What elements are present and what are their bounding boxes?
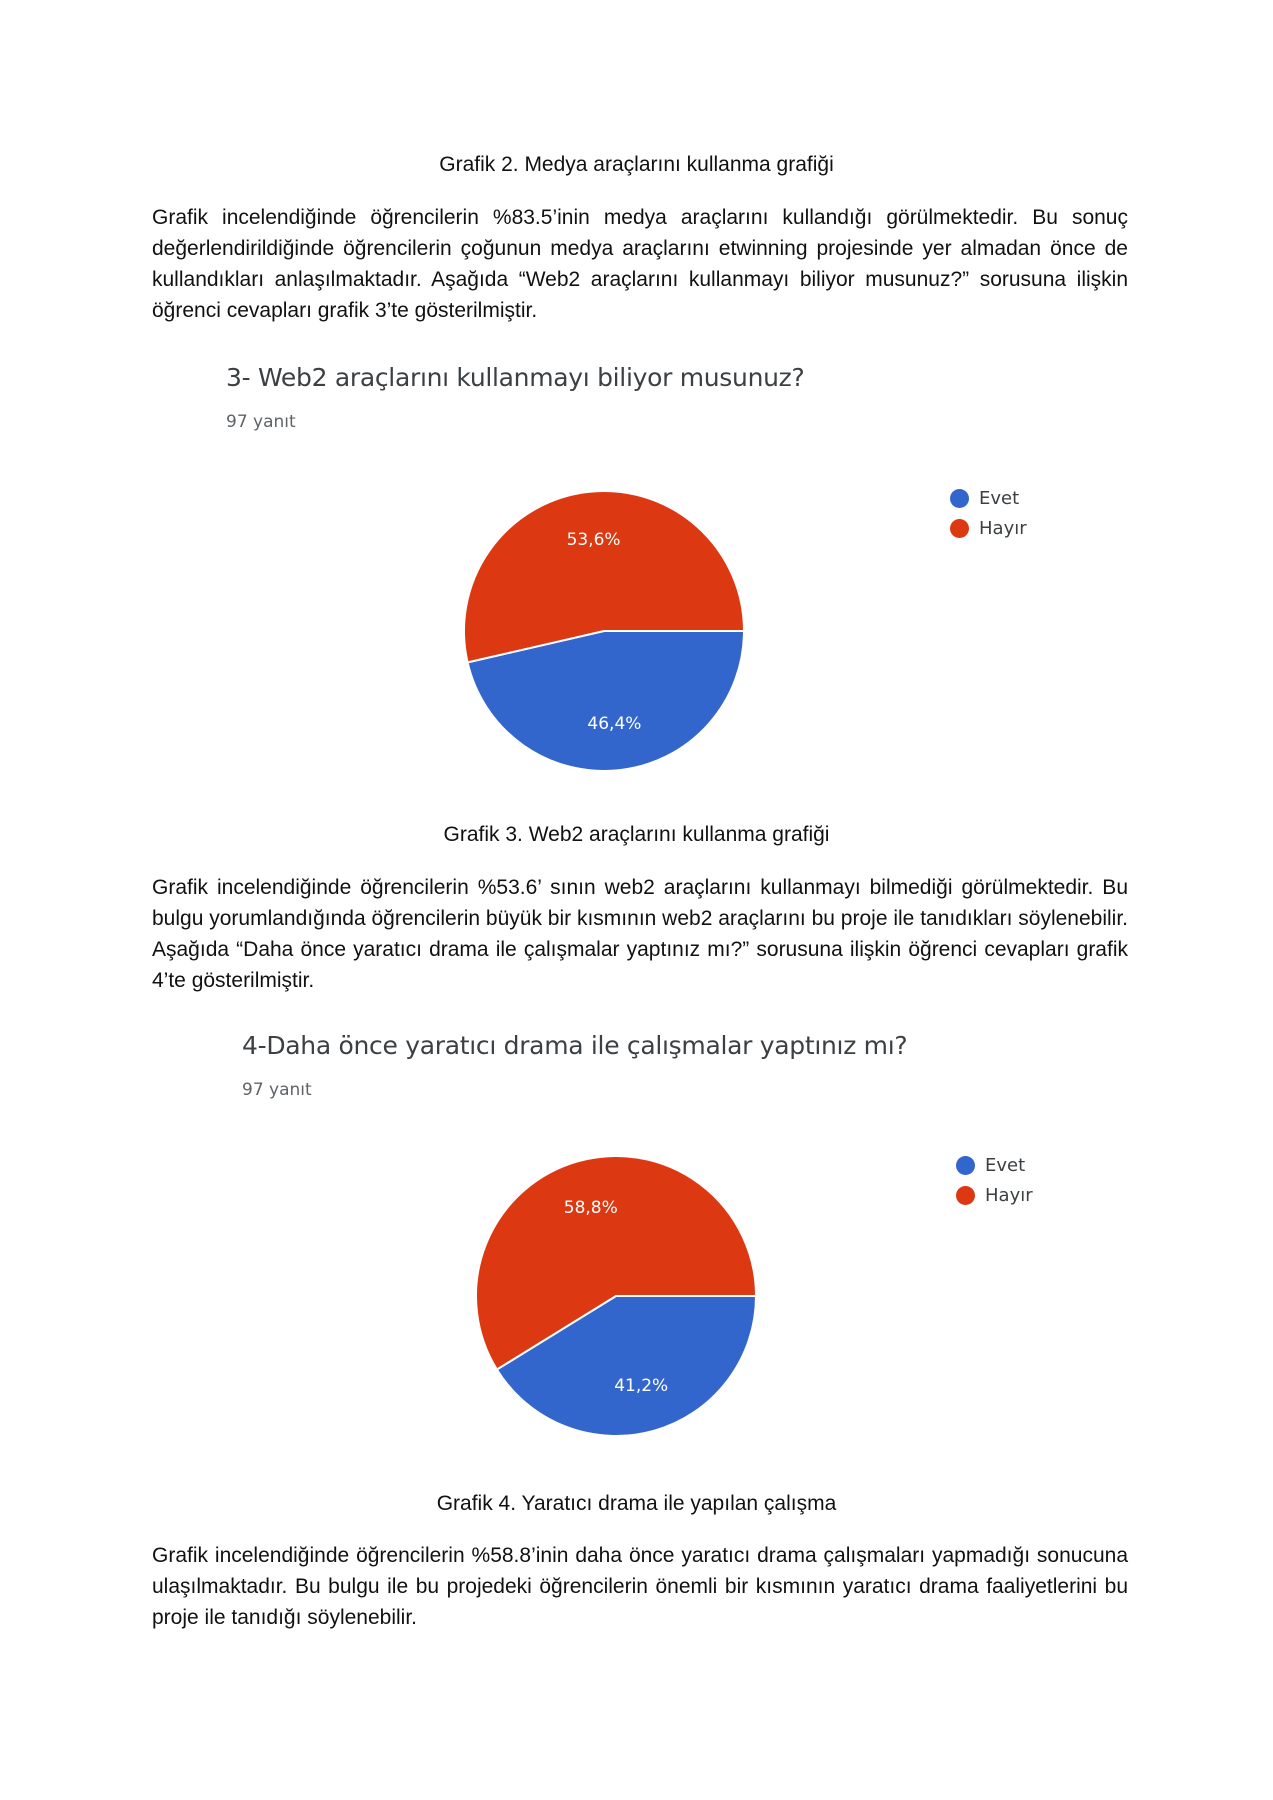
legend-label-evet: Evet xyxy=(979,487,1020,509)
legend-item-evet xyxy=(950,483,1027,513)
pie-label-hayir: 53,6% xyxy=(566,530,621,551)
legend-label-hayir: Hayır xyxy=(985,1184,1033,1206)
pie-chart-web2 xyxy=(459,486,749,776)
legend-label-evet: Evet xyxy=(985,1154,1026,1176)
chart-1-response-count: 97 yanıt xyxy=(226,412,296,432)
legend-label-hayir: Hayır xyxy=(979,517,1027,539)
pie-label-hayir: 58,8% xyxy=(563,1198,618,1219)
chart-2-response-count: 97 yanıt xyxy=(242,1080,312,1100)
pie-label-evet: 41,2% xyxy=(614,1375,669,1396)
legend-swatch-evet xyxy=(956,1156,975,1175)
paragraph-2: Grafik incelendiğinde öğrencilerin %53.6’ sının web2 araçlarını kullanmayı bilmediği görülmektedir. Bu bulgu yorumlandığında öğrencilerin büyük bir kısmının web2 araçlarını bu proje ile tanıdıkları söylenebilir. Aşağıda “Daha önce yaratıcı drama ile çalışmalar yaptınız mı?” sorusuna ilişkin öğrenci cevapları grafik 4’te gösterilmiştir. xyxy=(152,876,1128,992)
chart-1-title: 3- Web2 araçlarını kullanmayı biliyor musunuz? xyxy=(226,363,805,392)
pie-label-evet: 46,4% xyxy=(587,713,642,734)
legend-swatch-hayir xyxy=(950,519,969,538)
paragraph-1: Grafik incelendiğinde öğrencilerin %83.5’inin medya araçlarını kullandığı görülmektedir. Bu sonuç değerlendirildiğinde öğrencilerin çoğunun medya araçlarını etwinning projesinde yer almadan önce de kullandıkları anlaşılmaktadır. Aşağıda “Web2 araçlarını kullanmayı biliyor musunuz?” sorusuna ilişkin öğrenci cevapları grafik 3’te gösterilmiştir. xyxy=(152,206,1128,322)
caption-grafik-3: Grafik 3. Web2 araçlarını kullanma grafiği xyxy=(443,823,830,846)
caption-grafik-4: Grafik 4. Yaratıcı drama ile yapılan çalışma xyxy=(436,1492,837,1515)
legend-item-evet xyxy=(956,1150,1033,1180)
legend-item-hayir xyxy=(956,1180,1033,1210)
legend-swatch-hayir xyxy=(956,1186,975,1205)
paragraph-3: Grafik incelendiğinde öğrencilerin %58.8’inin daha önce yaratıcı drama çalışmaları yapmadığı sonucuna ulaşılmaktadır. Bu bulgu ile bu projedeki öğrencilerin önemli bir kısmının yaratıcı drama faaliyetlerini bu proje ile tanıdığı söylenebilir. xyxy=(152,1544,1128,1629)
caption-grafik-2: Grafik 2. Medya araçlarını kullanma grafiği xyxy=(439,153,834,176)
chart-2-legend xyxy=(956,1150,1033,1210)
chart-1-legend xyxy=(950,483,1027,543)
legend-item-hayir xyxy=(950,513,1027,543)
pie-chart-drama xyxy=(471,1151,761,1441)
chart-2-title: 4-Daha önce yaratıcı drama ile çalışmalar yaptınız mı? xyxy=(242,1031,908,1060)
legend-swatch-evet xyxy=(950,489,969,508)
